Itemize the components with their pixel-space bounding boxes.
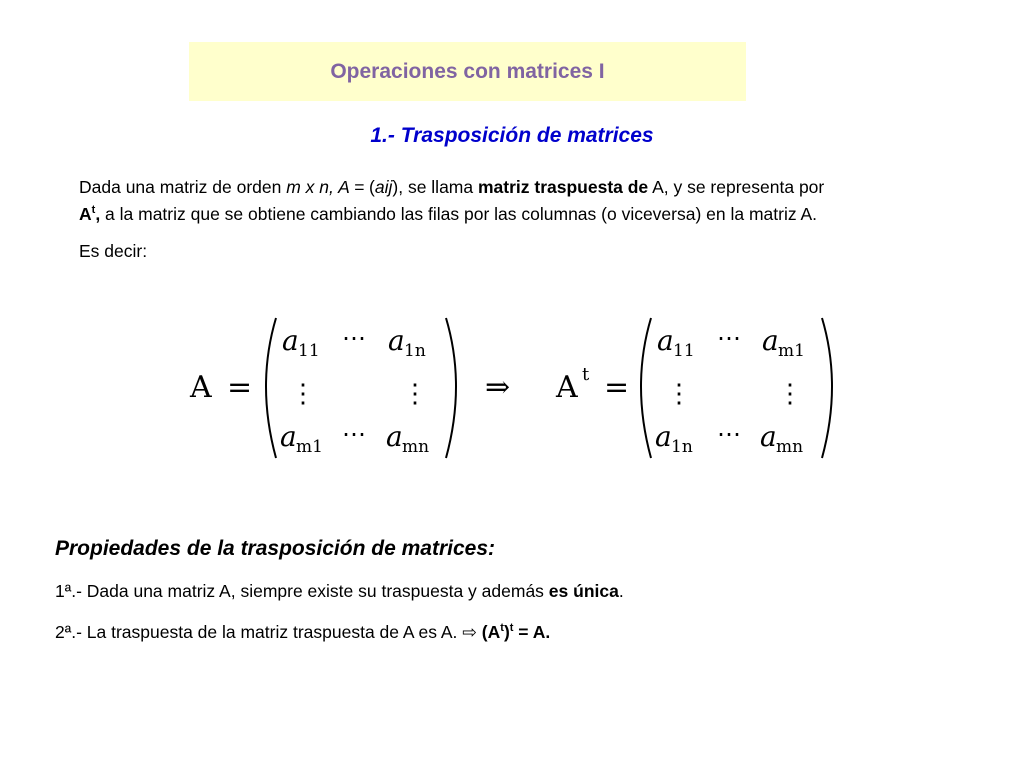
transpose-formula [170,300,850,475]
at-11: a [657,324,674,357]
at-colm-vdots: ⋮ [777,379,803,409]
at-col1-vdots: ⋮ [666,379,692,409]
a-m1: a [280,420,297,453]
property-2-formula-a: (A [476,622,501,642]
def-comma: , [95,204,101,224]
a-coln-vdots: ⋮ [402,379,428,409]
a-11-sub: 11 [298,341,320,361]
def-text-2: ), se llama [392,177,478,197]
right-arrow-icon: ⇨ [462,622,477,642]
slide-title: Operaciones con matrices I [330,59,605,83]
a-1n-sub: 1n [404,341,426,361]
def-aij: aij [374,177,393,197]
at-11-sub: 11 [673,341,695,361]
property-2 [55,622,550,643]
at-mn: a [760,420,777,453]
def-text-1: Dada una matriz de orden [79,177,287,197]
def-term: matriz traspuesta de [477,177,649,197]
section-subtitle: 1.- Trasposición de matrices [370,124,654,147]
at-row1-hdots: ⋯ [717,324,741,352]
a-mn: a [386,420,403,453]
matrix-at-right-paren [822,318,832,458]
a-row1-hdots: ⋯ [342,324,366,352]
matrix-at-left-paren [641,318,651,458]
property-2-formula-b: ) [503,622,510,642]
title-box [189,42,746,101]
at-mn-sub: mn [776,437,804,457]
at-m1: a [762,324,779,357]
a-col1-vdots: ⋮ [290,379,316,409]
a-11: a [282,324,299,357]
property-2-formula-c: = A. [513,622,551,642]
at-row3-hdots: ⋯ [717,420,741,448]
at-1n-sub: 1n [671,437,693,457]
formula-svg [170,300,850,470]
formula-eq-2: = [604,370,630,405]
a-1n: a [388,324,405,357]
properties-heading: Propiedades de la trasposición de matrices: [55,537,495,560]
definition-paragraph [79,174,969,228]
a-mn-sub: mn [402,437,430,457]
es-decir-text: Es decir: [79,241,148,261]
def-paren-open: ( [369,177,375,197]
def-symbol: A [79,204,92,224]
property-1-period: . [618,581,624,601]
formula-lhs: A [190,370,212,405]
formula-implies: ⇒ [485,370,511,405]
property-1 [55,581,624,602]
property-1-text: 1ª.- Dada una matriz A, siempre existe su traspuesta y además [55,581,549,601]
matrix-a-left-paren [266,318,276,458]
property-2-sup-1: t [500,622,504,635]
def-symbol-sup: t [91,204,96,217]
property-2-sup-2: t [509,622,514,635]
a-m1-sub: m1 [296,437,323,457]
at-1n: a [655,420,672,453]
matrix-a-right-paren [446,318,456,458]
property-2-text: 2ª.- La traspuesta de la matriz traspuesta de A es A. [55,622,463,642]
formula-rhs: A [556,370,578,405]
property-1-bold: es única [548,581,619,601]
def-order: m x n, A = [286,177,370,197]
at-m1-sub: m1 [778,341,805,361]
a-row3-hdots: ⋯ [342,420,366,448]
def-text-3: A, y se representa por [648,177,825,197]
formula-rhs-sup: t [582,364,590,385]
def-text-4: a la matriz que se obtiene cambiando las filas por las columnas (o viceversa) en la matriz A. [100,204,818,224]
formula-eq-1: = [227,370,253,405]
